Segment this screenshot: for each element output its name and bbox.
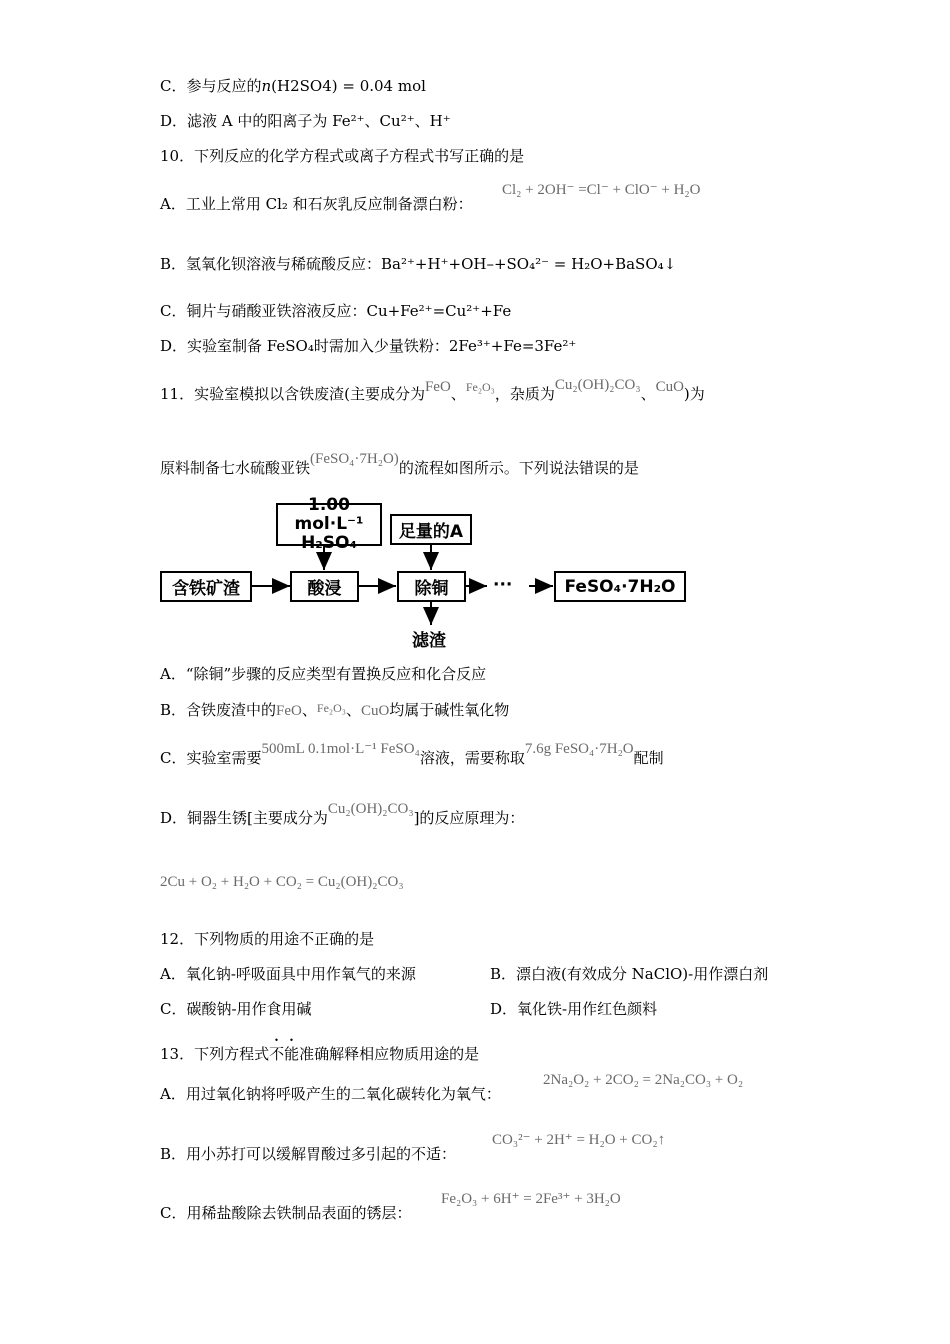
- q13-option-a-equation: 2Na₂O₂ + 2CO₂ = 2Na₂CO₃ + O₂: [543, 1072, 744, 1088]
- q10-option-d: D．实验室制备 FeSO₄时需加入少量铁粉：2Fe³⁺+Fe=3Fe²⁺: [160, 337, 577, 355]
- q11-stem-line2: 原料制备七水硫酸亚铁(FeSO₄·7H₂O)的流程如图所示。下列说法错误的是: [160, 451, 639, 477]
- q9-option-c: C．参与反应的n(H2SO4) = 0.04 mol: [160, 77, 426, 95]
- q10-option-a: A．工业上常用 Cl₂ 和石灰乳反应制备漂白粉：: [160, 195, 473, 213]
- q12-stem: 12．下列物质的用途不正确的是: [160, 930, 375, 948]
- q10-stem: 10．下列反应的化学方程式或离子方程式书写正确的是: [160, 147, 525, 165]
- q11-option-b: B．含铁废渣中的FeO、$^{Fe_2O_3}$、CuO均属于碱性氧化物: [160, 701, 510, 719]
- q11-flow-diagram: [0, 0, 950, 660]
- q12-option-d: D．氧化铁-用作红色颜料: [490, 1000, 658, 1018]
- q10-option-b: B．氢氧化钡溶液与稀硫酸反应：Ba²⁺+H⁺+OH–+SO₄²⁻ = H₂O+BaSO₄↓: [160, 255, 677, 273]
- reagent-box: 足量的A: [390, 514, 472, 545]
- decopper-box: 除铜: [397, 571, 466, 602]
- q12-option-c: C．碳酸钠-用作食用碱: [160, 1000, 312, 1018]
- q11-option-d-equation: 2Cu + O₂ + H₂O + CO₂ = Cu₂(OH)₂CO₃: [160, 874, 404, 890]
- q12-option-a: A．氧化钠-呼吸面具中用作氧气的来源: [160, 965, 416, 983]
- filter-residue-label: 滤渣: [412, 631, 446, 651]
- acid-leach-box: 酸浸: [290, 571, 359, 602]
- q13-option-c: C．用稀盐酸除去铁制品表面的锈层：: [160, 1204, 412, 1222]
- q10-option-a-equation: Cl₂ + 2OH⁻ =Cl⁻ + ClO⁻ + H₂O: [502, 182, 701, 198]
- q12-option-b: B．漂白液(有效成分 NaClO)-用作漂白剂: [490, 965, 769, 983]
- q9-option-d: D．滤液 A 中的阳离子为 Fe²⁺、Cu²⁺、H⁺: [160, 112, 451, 130]
- q11-option-a: A．“除铜”步骤的反应类型有置换反应和化合反应: [160, 665, 487, 683]
- flow-arrows: [0, 0, 950, 660]
- q11-stem-line1: 11．实验室模拟以含铁废渣(主要成分为FeO、$^{Fe_2O_3}$，杂质为Cu₂(OH)₂CO₃、CuO)为: [160, 377, 705, 403]
- acid-box: 1.00 mol·L⁻¹ H₂SO₄: [276, 503, 382, 546]
- q11-option-c: C．实验室需要500mL 0.1mol·L⁻¹ FeSO₄溶液，需要称取7.6g FeSO₄·7H₂O配制: [160, 741, 664, 767]
- q13-stem: 13．下列方程式不能准确解释相应物质用途的是: [160, 1045, 480, 1063]
- raw-material-box: 含铁矿渣: [160, 571, 252, 602]
- product-box: FeSO₄·7H₂O: [554, 571, 686, 602]
- q13-option-b: B．用小苏打可以缓解胃酸过多引起的不适：: [160, 1145, 457, 1163]
- q13-option-c-equation: Fe₂O₃ + 6H⁺ = 2Fe³⁺ + 3H₂O: [441, 1191, 621, 1207]
- flow-ellipsis: ···: [493, 575, 513, 595]
- q13-option-a: A．用过氧化钠将呼吸产生的二氧化碳转化为氧气：: [160, 1085, 501, 1103]
- q10-option-c: C．铜片与硝酸亚铁溶液反应：Cu+Fe²⁺=Cu²⁺+Fe: [160, 302, 512, 320]
- q11-option-d: D．铜器生锈[主要成分为Cu₂(OH)₂CO₃]的反应原理为：: [160, 801, 525, 827]
- q13-option-b-equation: CO₃²⁻ + 2H⁺ = H₂O + CO₂↑: [492, 1132, 666, 1148]
